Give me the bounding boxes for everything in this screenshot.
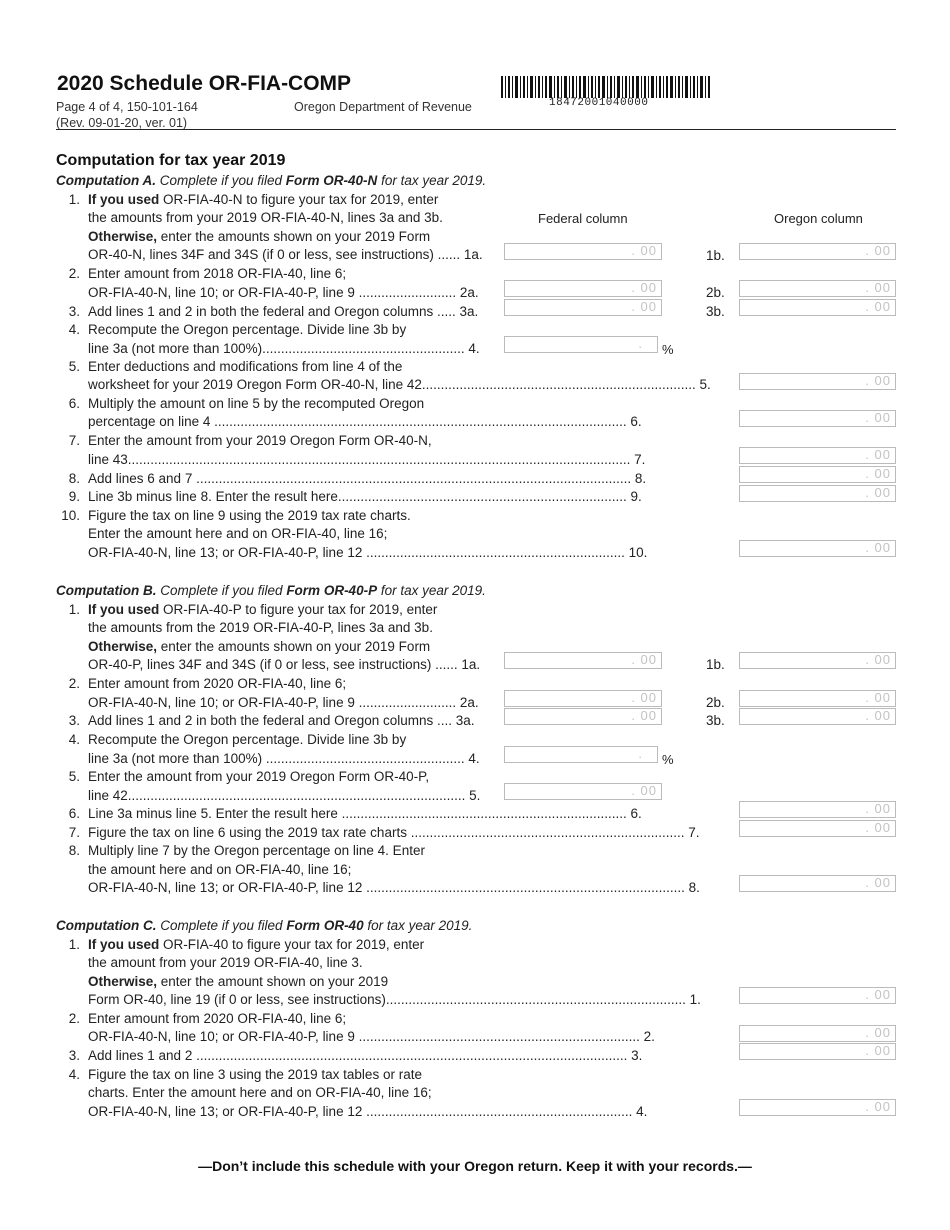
footer-note: —Don’t include this schedule with your Oregon return. Keep it with your records.— [198,1158,752,1174]
comp-b-line-5-text-b: line 42.......................................................................................... 5. [88,788,481,803]
comp-a-intro: Computation A. Complete if you filed Form OR-40-N for tax year 2019. [56,173,487,188]
line-number: 4. [68,1067,80,1082]
comp-a-line-8-field[interactable]: . 00 [739,466,896,483]
comp-a-line-3a-field[interactable]: . 00 [504,299,662,316]
federal-column-header: Federal column [538,211,628,226]
line-ref: 2b. [706,695,725,710]
comp-c-line-4-text-c: OR-FIA-40-N, line 13; or OR-FIA-40-P, line 12 ....................................................................... 4. [88,1104,648,1119]
comp-b-line-4-text: Recompute the Oregon percentage. Divide line 3b by [88,732,407,747]
comp-a-line-2b-field[interactable]: . 00 [739,280,896,297]
comp-b-line-1b-field[interactable]: . 00 [739,652,896,669]
comp-a-line-6-text: Multiply the amount on line 5 by the recomputed Oregon [88,396,425,411]
comp-a-line-4-text-b: line 3a (not more than 100%)...................................................... 4. [88,341,480,356]
form-title: 2020 Schedule OR-FIA-COMP [57,72,352,95]
line-number: 1. [68,937,80,952]
comp-b-line-3-text: Add lines 1 and 2 in both the federal and Oregon columns .... 3a. [88,713,475,728]
comp-a-line-1-text: If you used OR-FIA-40-N to figure your tax for 2019, enter [88,192,439,207]
comp-b-line-2a-field[interactable]: . 00 [504,690,662,707]
line-number: 3. [68,304,80,319]
line-number: 4. [68,322,80,337]
comp-b-line-8-text-c: OR-FIA-40-N, line 13; or OR-FIA-40-P, line 12 ..................................................................................... 8. [88,880,700,895]
comp-a-line-2a-field[interactable]: . 00 [504,280,662,297]
comp-a-line-2-text: Enter amount from 2018 OR-FIA-40, line 6; [88,266,347,281]
comp-b-intro: Computation B. Complete if you filed Form OR-40-P for tax year 2019. [56,583,486,598]
comp-a-line-2-text-b: OR-FIA-40-N, line 10; or OR-FIA-40-P, line 9 .......................... 2a. [88,285,479,300]
comp-b-line-4-text-b: line 3a (not more than 100%) ..................................................... 4. [88,751,480,766]
comp-a-line-6-field[interactable]: . 00 [739,410,896,427]
comp-c-line-2-field[interactable]: . 00 [739,1025,896,1042]
page-info: Page 4 of 4, 150-101-164 [56,100,198,114]
comp-a-line-4-text: Recompute the Oregon percentage. Divide line 3b by [88,322,407,337]
barcode-number: 18472001040000 [549,97,649,109]
comp-c-line-1-text: If you used OR-FIA-40 to figure your tax for 2019, enter [88,937,425,952]
line-ref: 1b. [706,248,725,263]
comp-c-line-3-text: Add lines 1 and 2 ................................................................................................................... 3. [88,1048,643,1063]
comp-a-line-6-text-b: percentage on line 4 .............................................................................................................. 6. [88,414,642,429]
comp-a-line-1-text-d: OR-40-N, lines 34F and 34S (if 0 or less, see instructions) ...... 1a. [88,247,483,262]
comp-b-line-3a-field[interactable]: . 00 [504,708,662,725]
comp-a-line-10-field[interactable]: . 00 [739,540,896,557]
comp-c-line-2-text: Enter amount from 2020 OR-FIA-40, line 6; [88,1011,347,1026]
line-ref: 3b. [706,304,725,319]
comp-b-line-7-field[interactable]: . 00 [739,820,896,837]
comp-a-line-10-text-c: OR-FIA-40-N, line 13; or OR-FIA-40-P, line 12 ..................................................................... 10. [88,545,648,560]
line-ref: 1b. [706,657,725,672]
line-number: 5. [68,769,80,784]
percent-sign: % [662,342,674,357]
barcode-image [501,76,711,98]
comp-b-line-8-text: Multiply line 7 by the Oregon percentage on line 4. Enter [88,843,425,858]
comp-a-line-3b-field[interactable]: . 00 [739,299,896,316]
comp-a-line-1a-field[interactable]: . 00 [504,243,662,260]
comp-b-line-8-text-b: the amount here and on OR-FIA-40, line 16; [88,862,352,877]
percent-sign: % [662,752,674,767]
comp-b-line-3b-field[interactable]: . 00 [739,708,896,725]
comp-a-line-5-text: Enter deductions and modifications from line 4 of the [88,359,403,374]
comp-c-line-4-text-b: charts. Enter the amount here and on OR-FIA-40, line 16; [88,1085,432,1100]
line-number: 7. [68,825,80,840]
comp-a-line-5-field[interactable]: . 00 [739,373,896,390]
comp-a-line-1-text-b: the amounts from your 2019 OR-FIA-40-N, lines 3a and 3b. [88,210,443,225]
comp-a-line-10-text: Figure the tax on line 9 using the 2019 tax rate charts. [88,508,411,523]
comp-c-line-1-text-c: Otherwise, enter the amount shown on your 2019 [88,974,389,989]
comp-b-line-5-field[interactable]: . 00 [504,783,662,800]
line-number: 9. [68,489,80,504]
comp-a-line-7-text-b: line 43...................................................................................................................................... 7. [88,452,646,467]
line-number: 4. [68,732,80,747]
comp-c-line-2-text-b: OR-FIA-40-N, line 10; or OR-FIA-40-P, line 9 ........................................................................... 2. [88,1029,655,1044]
line-number: 3. [68,713,80,728]
comp-b-line-6-field[interactable]: . 00 [739,801,896,818]
line-number: 1. [68,602,80,617]
line-number: 6. [68,806,80,821]
department: Oregon Department of Revenue [294,100,472,114]
comp-b-line-7-text: Figure the tax on line 6 using the 2019 tax rate charts ......................................................................... 7. [88,825,700,840]
comp-a-line-9-text: Line 3b minus line 8. Enter the result here............................................................................. 9. [88,489,642,504]
comp-b-line-1-text-b: the amounts from the 2019 OR-FIA-40-P, lines 3a and 3b. [88,620,433,635]
line-number: 8. [68,843,80,858]
revision: (Rev. 09-01-20, ver. 01) [56,116,188,130]
oregon-column-header: Oregon column [774,211,863,226]
comp-c-intro: Computation C. Complete if you filed Form OR-40 for tax year 2019. [56,918,473,933]
comp-c-line-4-text: Figure the tax on line 3 using the 2019 tax tables or rate [88,1067,422,1082]
comp-a-line-5-text-b: worksheet for your 2019 Oregon Form OR-40-N, line 42......................................................................... 5. [88,377,711,392]
comp-c-line-1-text-d: Form OR-40, line 19 (if 0 or less, see instructions)................................................................................ 1. [88,992,701,1007]
comp-a-line-9-field[interactable]: . 00 [739,485,896,502]
comp-a-line-10-text-b: Enter the amount here and on OR-FIA-40, line 16; [88,526,388,541]
comp-c-line-1-field[interactable]: . 00 [739,987,896,1004]
comp-b-line-1-text-c: Otherwise, enter the amounts shown on your 2019 Form [88,639,431,654]
comp-b-line-1a-field[interactable]: . 00 [504,652,662,669]
line-number: 2. [68,266,80,281]
comp-c-line-4-field[interactable]: . 00 [739,1099,896,1116]
comp-c-line-3-field[interactable]: . 00 [739,1043,896,1060]
line-number: 1. [68,192,80,207]
section-heading: Computation for tax year 2019 [56,152,286,169]
line-ref: 2b. [706,285,725,300]
comp-b-line-8-field[interactable]: . 00 [739,875,896,892]
comp-b-line-2b-field[interactable]: . 00 [739,690,896,707]
comp-b-line-2-text: Enter amount from 2020 OR-FIA-40, line 6; [88,676,347,691]
comp-a-line-7-text: Enter the amount from your 2019 Oregon Form OR-40-N, [88,433,432,448]
line-number: 3. [68,1048,80,1063]
comp-b-line-1-text: If you used OR-FIA-40-P to figure your tax for 2019, enter [88,602,438,617]
comp-b-line-2-text-b: OR-FIA-40-N, line 10; or OR-FIA-40-P, line 9 .......................... 2a. [88,695,479,710]
comp-b-line-1-text-d: OR-40-P, lines 34F and 34S (if 0 or less, see instructions) ...... 1a. [88,657,481,672]
line-number: 6. [68,396,80,411]
comp-a-line-7-field[interactable]: . 00 [739,447,896,464]
line-number: 8. [68,471,80,486]
comp-a-line-3-text: Add lines 1 and 2 in both the federal and Oregon columns ..... 3a. [88,304,479,319]
comp-c-line-1-text-b: the amount from your 2019 OR-FIA-40, line 3. [88,955,363,970]
line-ref: 3b. [706,713,725,728]
line-number: 5. [68,359,80,374]
comp-a-line-1-text-c: Otherwise, enter the amounts shown on your 2019 Form [88,229,431,244]
line-number: 2. [68,676,80,691]
comp-a-line-1b-field[interactable]: . 00 [739,243,896,260]
line-number: 7. [68,433,80,448]
line-number: 10. [61,508,80,523]
comp-a-line-4-percent-field[interactable]: . [504,336,658,353]
header-divider [56,129,896,130]
comp-b-line-5-text: Enter the amount from your 2019 Oregon Form OR-40-P, [88,769,430,784]
comp-a-line-8-text: Add lines 6 and 7 .................................................................................................................... 8. [88,471,647,486]
line-number: 2. [68,1011,80,1026]
comp-b-line-6-text: Line 3a minus line 5. Enter the result here ............................................................................ 6. [88,806,642,821]
comp-b-line-4-percent-field[interactable]: . [504,746,658,763]
